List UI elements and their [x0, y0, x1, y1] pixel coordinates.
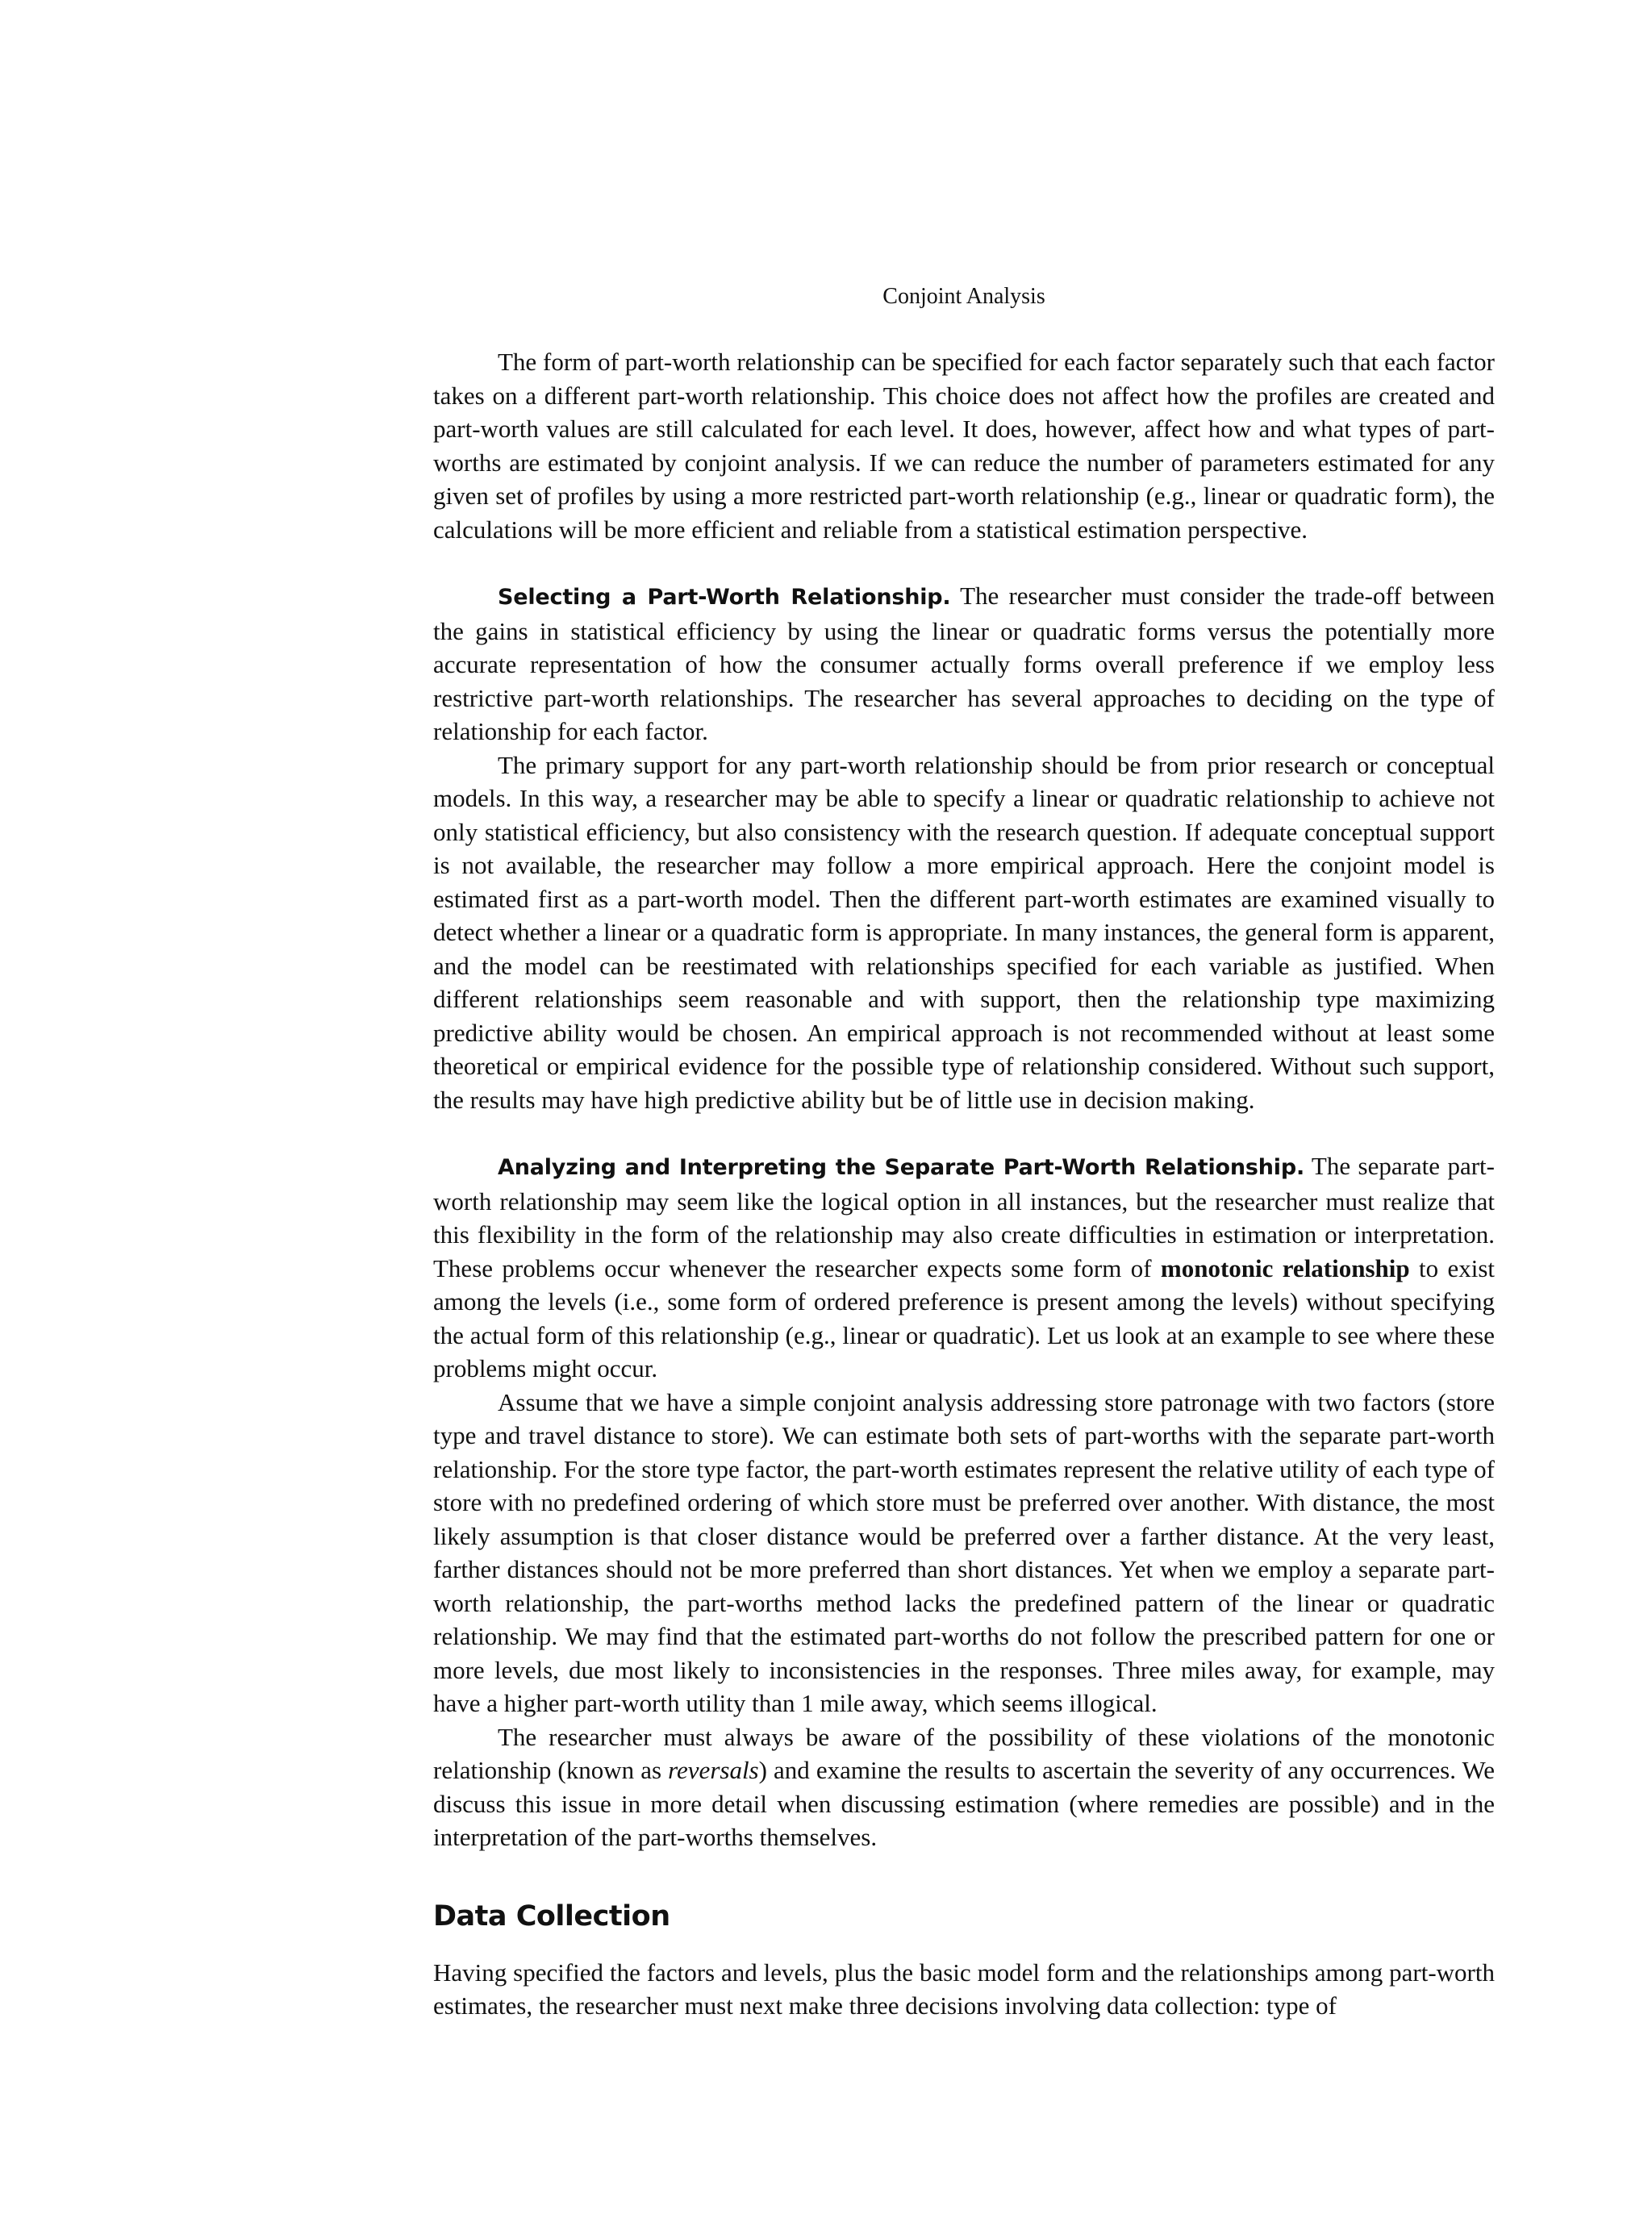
key-term-reversals: reversals — [668, 1756, 759, 1784]
run-in-heading-selecting: Selecting a Part-Worth Relationship. — [498, 585, 951, 610]
separate-relationship-paragraph — [433, 1149, 1495, 1386]
intro-paragraph: The form of part-worth relationship can be specified for each factor separately such that each factor takes on a different part-worth relationship. This choice does not affect how the profiles are created and part-worth values are still calculated for each level. It does, however, affect how and what types of part-worths are estimated by conjoint analysis. If we can reduce the number of parameters estimated for any given set of profiles by using a more restricted part-worth relationship (e.g., linear or quadratic form), the calculations will be more efficient and reliable from a statistical estimation perspective. — [433, 348, 1495, 544]
selecting-relationship-paragraph — [433, 579, 1495, 748]
section-heading-data-collection: Data Collection — [433, 1899, 670, 1933]
page-body — [433, 282, 1495, 2023]
running-head: Conjoint Analysis — [882, 284, 1045, 309]
primary-support-paragraph: The primary support for any part-worth relationship should be from prior research or conceptual models. In this way, a researcher may be able to specify a linear or quadratic relationship to achieve not only statistical efficiency, but also consistency with the research question. If adequate conceptual support is not available, the researcher may follow a more empirical approach. Here the conjoint model is estimated first as a part-worth model. Then the different part-worth estimates are examined visually to detect whether a linear or a quadratic form is appropriate. In many instances, the general form is apparent, and the model can be reestimated with relationships specified for each variable as justified. When different relationships seem reasonable and with support, then the relationship type maximizing predictive ability would be chosen. An empirical approach is not recommended without at least some theoretical or empirical evidence for the possible type of relationship considered. Without such support, the results may have high predictive ability but be of little use in decision making. — [433, 750, 1495, 1114]
data-collection-paragraph: Having specified the factors and levels, plus the basic model form and the relationships among part-worth estimates, the researcher must next make three decisions involving data collection: type of — [433, 1958, 1495, 2020]
separate-relationship-text-a: The separate part-worth relationship may seem like the logical option in all instances, but the researcher must realize that this flexibility in the form of the relationship may also create difficulties in estimation or interpretation. These problems occur whenever the researcher expects some form of — [433, 1152, 1495, 1282]
key-term-monotonic: monotonic relationship — [1160, 1253, 1410, 1282]
separate-relationship-text-b: to exist among the levels (i.e., some form of ordered preference is present among the levels) without specifying the actual form of this relationship (e.g., linear or quadratic). Let us look at an example to see where these problems might occur. — [433, 1253, 1496, 1382]
reversals-text-a: The researcher must always be aware of the possibility of these violations of the monotonic relationship (known as — [433, 1722, 1495, 1784]
store-patronage-paragraph: Assume that we have a simple conjoint analysis addressing store patronage with two factors (store type and travel distance to store). We can estimate both sets of part-worths with the separate part-worth relationship. For the store type factor, the part-worth estimates represent the relative utility of each type of store with no predefined ordering of which store must be preferred over another. With distance, the most likely assumption is that closer distance would be preferred over a farther distance. At the very least, farther distances should not be more preferred than short distances. Yet when we employ a separate part-worth relationship, the part-worths method lacks the predefined pattern of the linear or quadratic relationship. We may find that the estimated part-worths do not follow the prescribed pattern for one or more levels, due most likely to inconsistencies in the responses. Three miles away, for example, may have a higher part-worth utility than 1 mile away, which seems illogical. — [433, 1387, 1495, 1717]
reversals-paragraph — [433, 1720, 1495, 1854]
reversals-text-b: ) and examine the results to ascertain the severity of any occurrences. We discuss this issue in more detail when discussing estimation (where remedies are possible) and in the interpretation of the part-worths themselves. — [433, 1756, 1496, 1851]
selecting-relationship-text: The researcher must consider the trade-off between the gains in statistical efficiency by using the linear or quadratic forms versus the potentially more accurate representation of how the consumer actually forms overall preference if we employ less restrictive part-worth relationships. The researcher has several approaches to deciding on the type of relationship for each factor. — [433, 582, 1495, 745]
run-in-heading-analyzing: Analyzing and Interpreting the Separate Part-Worth Relationship. — [498, 1155, 1305, 1180]
